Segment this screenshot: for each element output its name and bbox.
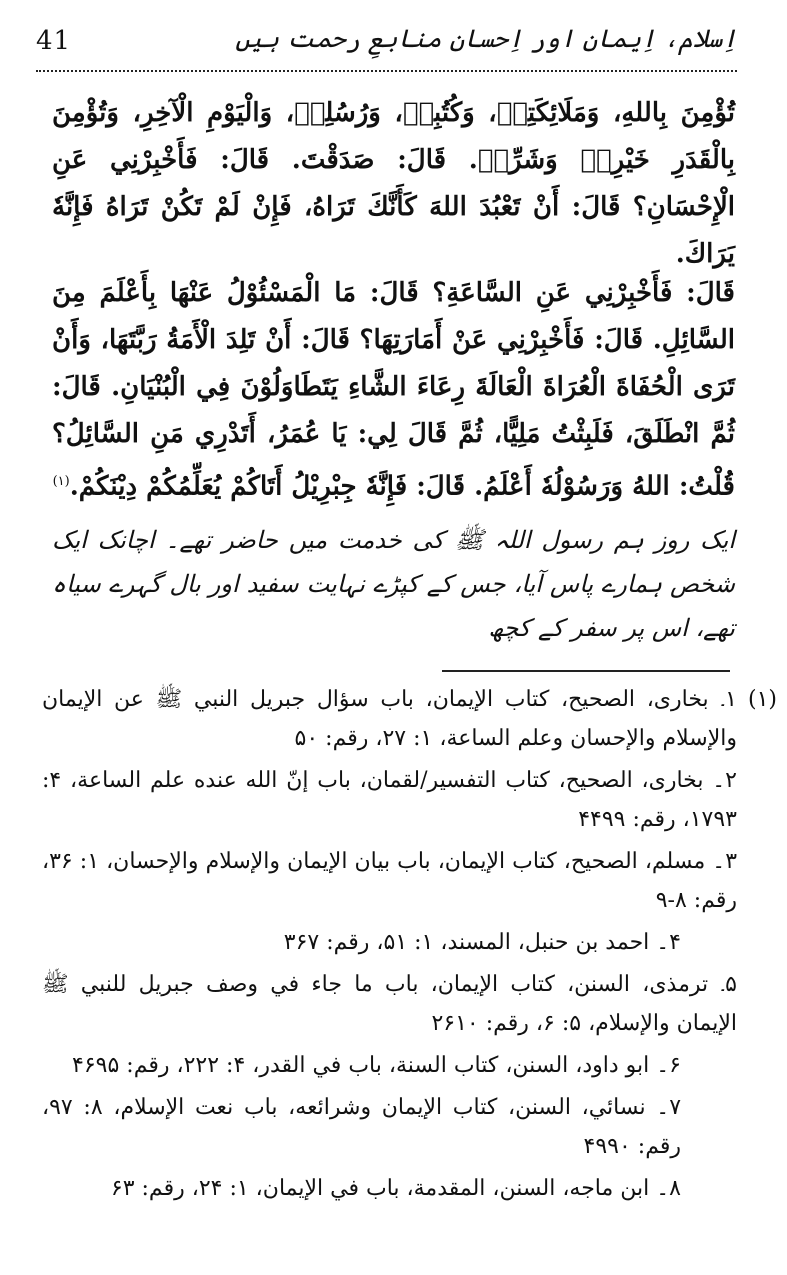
footnote-marker: (۱) (52, 474, 70, 489)
arabic-paragraph-text (52, 270, 735, 511)
arabic-paragraph-2-text: قَالَ: فَأَخْبِرْنِي عَنِ السَّاعَةِ؟ قَالَ: مَا الْمَسْئُوْلُ عَنْهَا بِأَعْلَمَ مِنَ السَّائِلِ. قَالَ: فَأَخْبِرْنِي عَنْ أَمَارَتِهَا؟ قَالَ: أَنْ تَلِدَ الْأَمَةُ رَبَّتَهَا، وَأَنْ تَرَى الْحُفَاةَ الْعُرَاةَ الْعَالَةَ رِعَاءَ الشَّاءِ يَتَطَاوَلُوْنَ فِي الْبُنْيَانِ. قَالَ: ثُمَّ انْطَلَقَ، فَلَبِثْتُ مَلِيًّا، ثُمَّ قَالَ لِي: يَا عُمَرُ، أَتَدْرِي مَنِ السَّائِلُ؟ قُلْتُ: اللهُ وَرَسُوْلُهٗ أَعْلَمُ. قَالَ: فَإِنَّهٗ جِبْرِيْلُ أَتَاكُمْ يُعَلِّمُكُمْ دِيْنَكُمْ. (52, 278, 735, 502)
urdu-paragraph-text: ایک روز ہم رسول اللہ ﷺ کی خدمت میں حاضر تھے۔ اچانک ایک شخص ہمارے پاس آیا، جس کے کپڑے نہایت سفید اور بال گہرے سیاہ تھے، اس پر سفر کے کچھ (52, 526, 735, 642)
arabic-paragraph-text: تُؤْمِنَ بِاللهِ، وَمَلَائِكَتِهٖ، وَكُتُبِهٖ، وَرُسُلِهٖ، وَالْيَوْمِ الْآخِرِ، وَتُؤْمِنَ بِالْقَدَرِ خَيْرِهٖ وَشَرِّهٖ. قَالَ: صَدَقْتَ. قَالَ: فَأَخْبِرْنِي عَنِ الْإِحْسَانِ؟ قَالَ: أَنْ تَعْبُدَ اللهَ كَأَنَّكَ تَرَاهُ، فَإِنْ لَمْ تَكُنْ تَرَاهُ فَإِنَّهٗ يَرَاكَ. (52, 98, 735, 269)
running-title: اِسلام، اِیمان اور اِحسان منابعِ رحمت ہیں (235, 24, 737, 53)
footnote-item: ۷۔ نسائي، السنن، کتاب الإیمان وشرائعه، باب نعت الإسلام، ۸: ۹۷، رقم: ۴۹۹۰ (42, 1095, 682, 1159)
footnote-separator (442, 670, 730, 672)
page-header (36, 20, 737, 68)
footnote-label: (۱) (747, 687, 777, 712)
footnote-item: ۵۔ ترمذی، السنن، کتاب الإیمان، باب ما جاء في وصف جبریل للنبي ﷺ الإیمان والإسلام، ۵: ۶، رقم: ۲۶۱۰ (42, 972, 737, 1036)
header-dotted-rule (36, 70, 737, 72)
footnote-item: ۸۔ ابن ماجه، السنن، المقدمة، باب في الإیمان، ۱: ۲۴، رقم: ۶۳ (110, 1176, 681, 1201)
footnote-list (42, 680, 737, 1208)
footnote-item: ۲۔ بخاری، الصحیح، کتاب التفسیر/لقمان، باب إنّ الله عنده علم الساعة، ۴: ۱۷۹۳، رقم: ۴۴۹۹ (42, 768, 737, 832)
footnotes-section (42, 680, 777, 1211)
footnote-item: ۴۔ احمد بن حنبل، المسند، ۱: ۵۱، رقم: ۳۶۷ (283, 930, 681, 955)
arabic-hadith-paragraph-1 (52, 90, 735, 278)
footnote-item: ۶۔ ابو داود، السنن، کتاب السنة، باب في القدر، ۴: ۲۲۲، رقم: ۴۶۹۵ (72, 1053, 681, 1078)
arabic-hadith-paragraph-2 (52, 270, 735, 511)
page-number: 41 (36, 26, 72, 56)
footnote-item: ۳۔ مسلم، الصحیح، کتاب الإیمان، باب بیان الإیمان والإسلام والإحسان، ۱: ۳۶، رقم: ۸-۹ (42, 849, 738, 913)
urdu-translation (52, 518, 735, 650)
footnote-item: ۱۔ بخاری، الصحیح، کتاب الإیمان، باب سؤال جبریل النبي ﷺ عن الإیمان والإسلام والإحسان وعلم الساعة، ۱: ۲۷، رقم: ۵۰ (42, 687, 737, 751)
